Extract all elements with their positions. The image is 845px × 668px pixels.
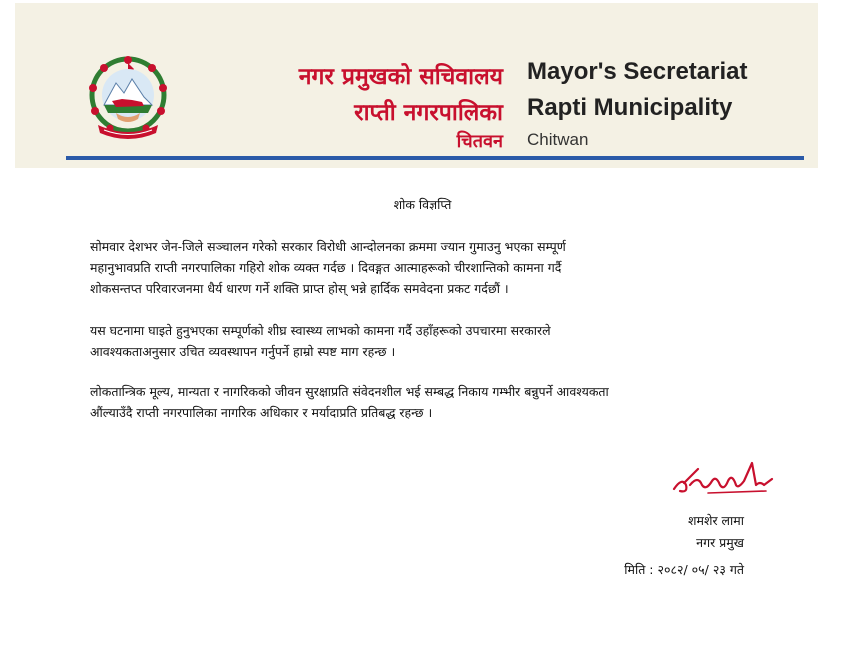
letterhead-divider: [66, 156, 804, 160]
notice-date: मिति : २०८२/ ०५/ २३ गते: [624, 562, 744, 577]
notice-title: शोक विज्ञप्ति: [393, 197, 452, 212]
district-name-english: Chitwan: [527, 130, 589, 149]
notice-paragraph-injured: [90, 320, 770, 362]
letterhead: [15, 3, 818, 168]
paragraph-line: औंल्याउँदै राप्ती नगरपालिका नागरिक अधिकार र मर्यादाप्रति प्रतिबद्ध रहन्छ ।: [90, 405, 433, 420]
municipality-name-english: Rapti Municipality: [527, 94, 733, 121]
district-name-nepali: चितवन: [456, 131, 503, 152]
handwritten-signature: [668, 455, 778, 505]
notice-paragraph-condolence: [90, 236, 770, 299]
paragraph-line: लोकतान्त्रिक मूल्य, मान्यता र नागरिकको जीवन सुरक्षाप्रति संवेदनशील भई सम्बद्ध निकाय गम्भीर बन्नुपर्ने आवश्यकता: [90, 384, 609, 399]
paragraph-line: शोकसन्तप्त परिवारजनमा धैर्य धारण गर्ने शक्ति प्राप्त होस् भन्ने हार्दिक समवेदना प्रकट गर्दछौं ।: [90, 281, 509, 296]
municipality-name-nepali: राप्ती नगरपालिका: [354, 100, 503, 126]
signatory-name: शमशेर लामा: [688, 513, 744, 528]
paragraph-line: यस घटनामा घाइते हुनुभएका सम्पूर्णको शीघ्र स्वास्थ्य लाभको कामना गर्दै उहाँहरूको उपचारमा सरकारले: [90, 323, 551, 338]
nepal-government-emblem-icon: [82, 53, 174, 141]
secretariat-name-nepali: नगर प्रमुखको सचिवालय: [298, 64, 503, 90]
paragraph-line: सोमवार देशभर जेन-जिले सञ्चालन गरेको सरकार विरोधी आन्दोलनका क्रममा ज्यान गुमाउनु भएका सम्पूर्ण: [90, 239, 566, 254]
paragraph-line: महानुभावप्रति राप्ती नगरपालिका गहिरो शोक व्यक्त गर्दछ । दिवङ्गत आत्माहरूको चीरशान्तिको कामना गर्दै: [90, 260, 562, 275]
secretariat-name-english: Mayor's Secretariat: [527, 58, 748, 85]
paragraph-line: आवश्यकताअनुसार उचित व्यवस्थापन गर्नुपर्ने हाम्रो स्पष्ट माग रहन्छ ।: [90, 344, 396, 359]
signatory-designation: नगर प्रमुख: [696, 535, 744, 550]
notice-paragraph-commitment: [90, 381, 770, 423]
